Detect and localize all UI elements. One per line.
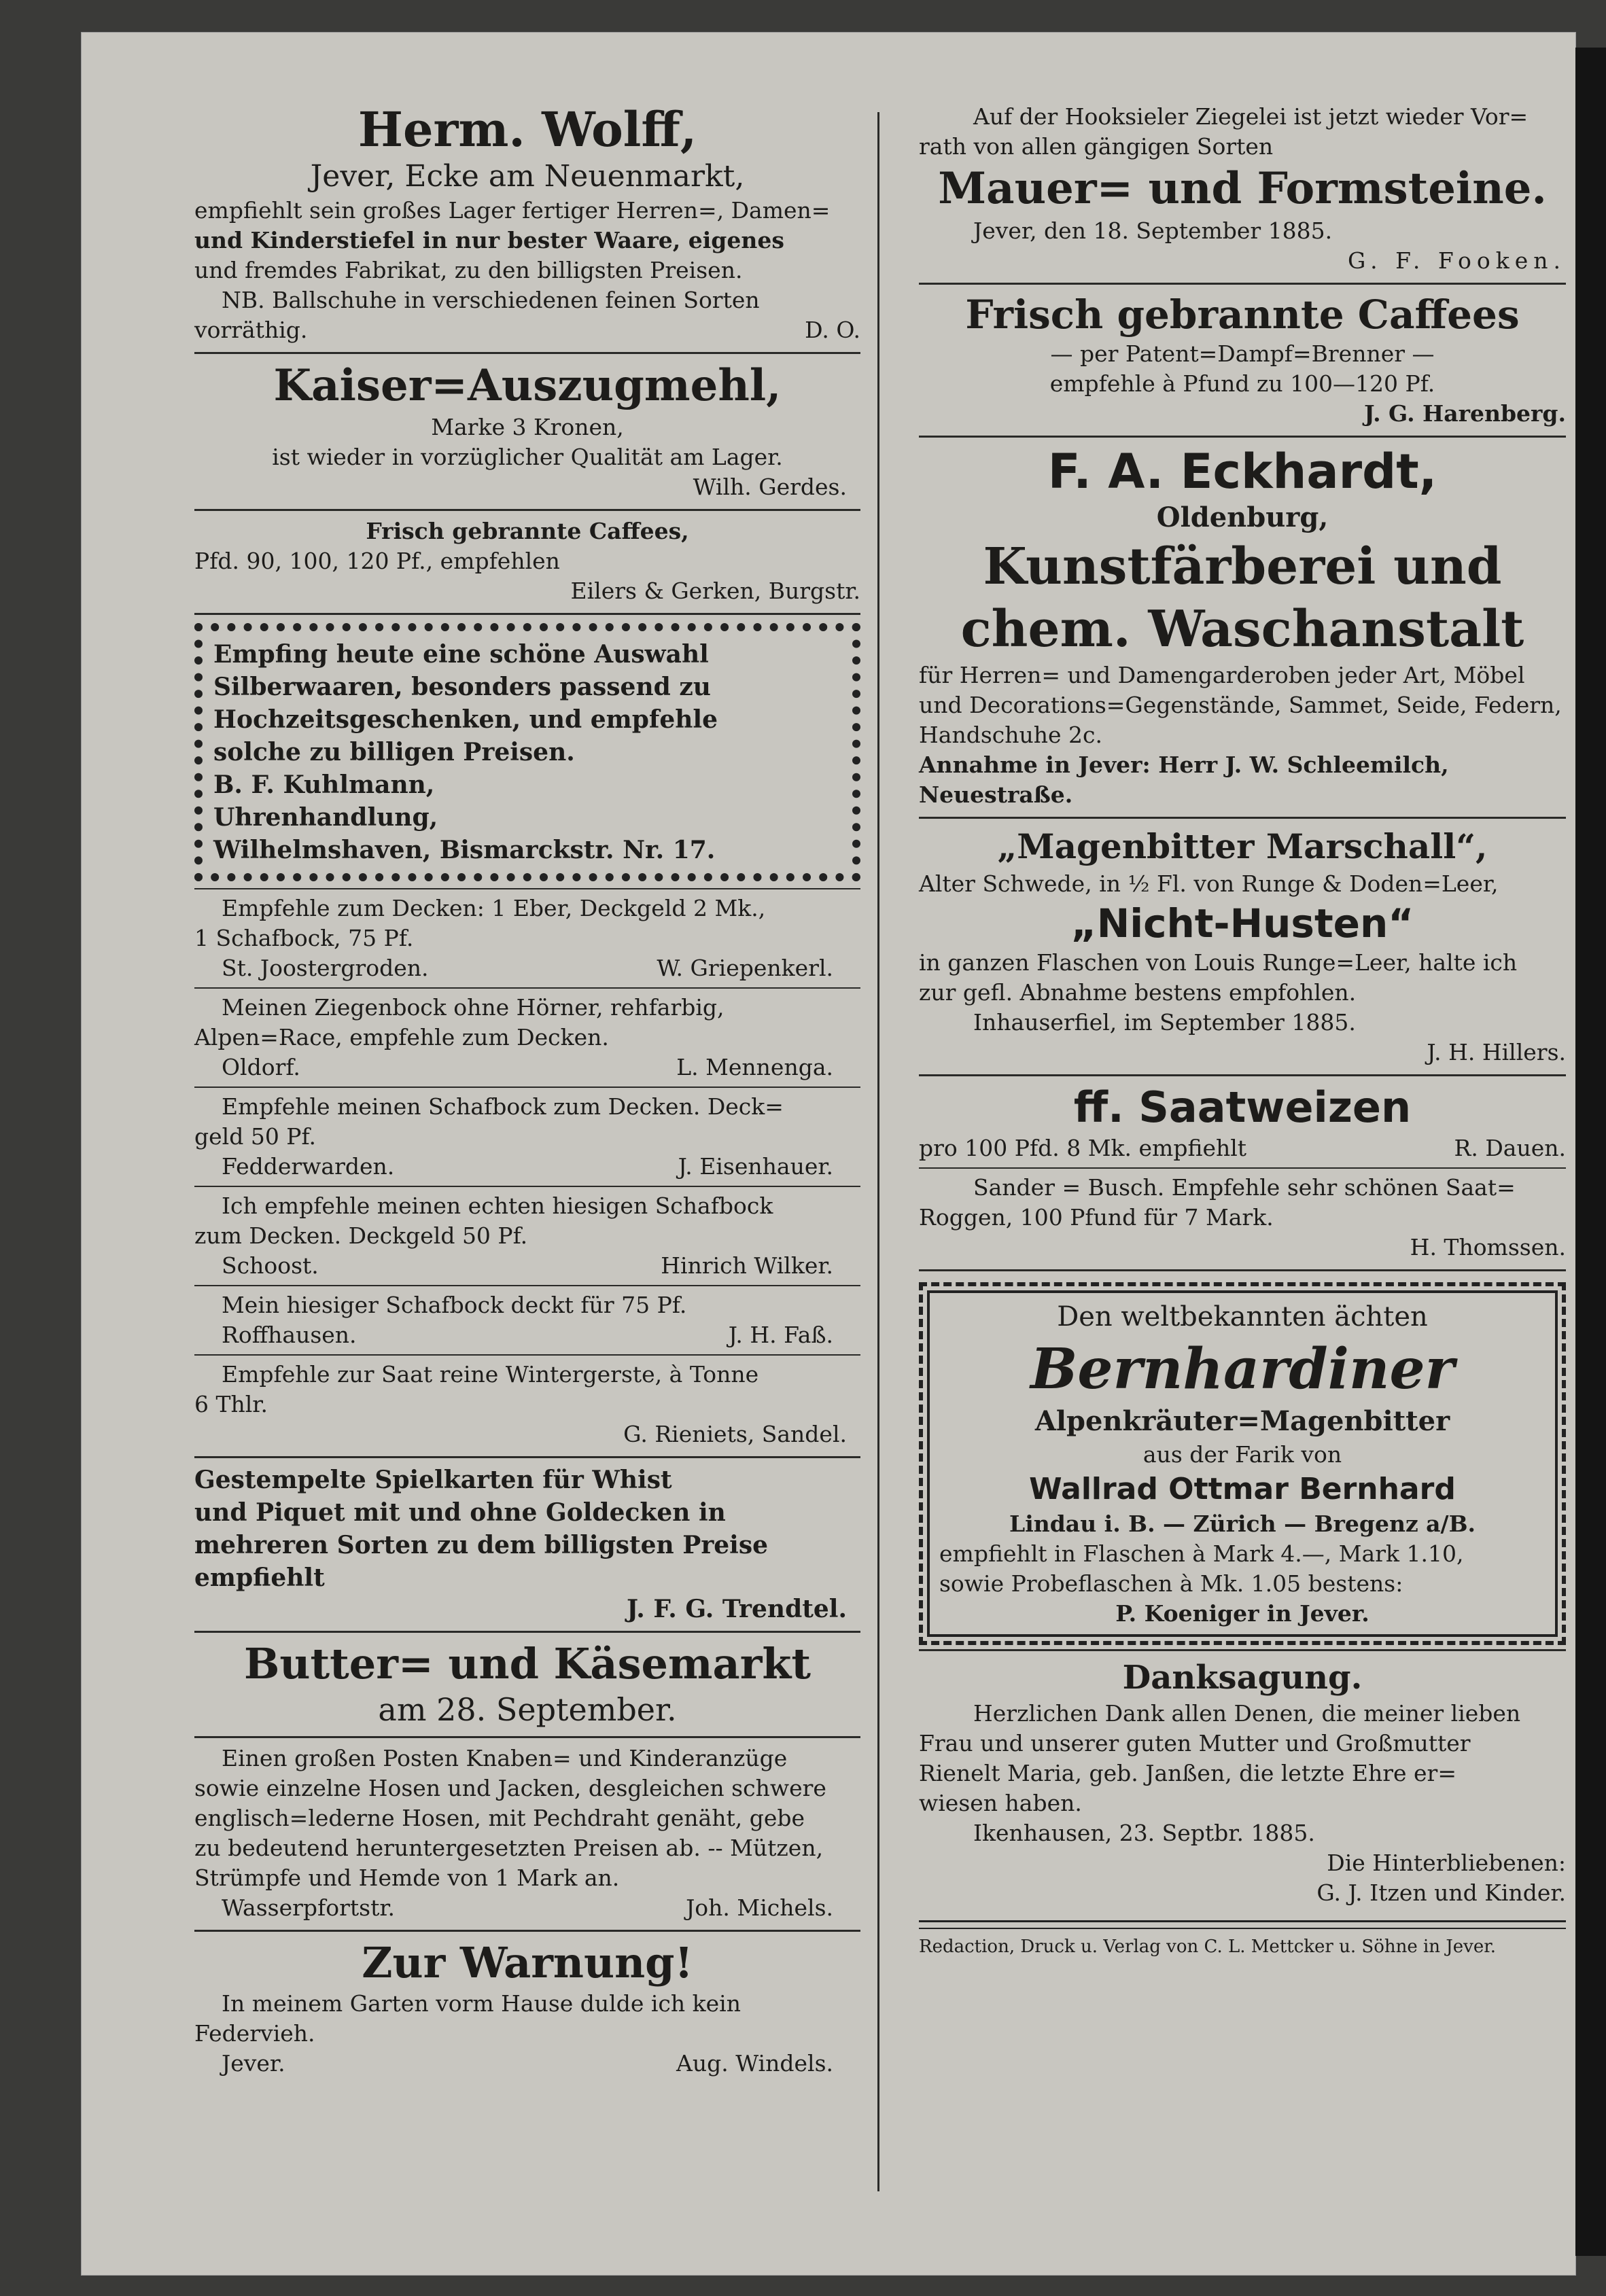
- ad-wilker-line: zum Decken. Deckgeld 50 Pf.: [194, 1222, 528, 1249]
- ad-hillers-line: zur gefl. Abnahme bestens empfohlen.: [919, 979, 1357, 1006]
- ad-wilker-signature: Hinrich Wilker.: [661, 1252, 833, 1279]
- divider: [919, 1649, 1566, 1651]
- ad-trendtel-line: empfiehlt: [194, 1564, 325, 1592]
- ad-fass-place: Roffhausen.: [222, 1322, 357, 1348]
- ad-hillers-line: Inhauserfiel, im September 1885.: [973, 1009, 1356, 1036]
- ad-bernhardiner-maker: Wallrad Ottmar Bernhard: [1029, 1472, 1456, 1506]
- ad-wolff-nb: NB. Ballschuhe in verschiedenen feinen Sorten: [222, 287, 760, 313]
- right-column: [919, 102, 1566, 1959]
- ad-kuhlmann-line: Empfing heute eine schöne Auswahl: [213, 640, 709, 669]
- ad-harenberg-title: Frisch gebrannte Caffees: [965, 292, 1520, 338]
- ad-kuhlmann-name: B. F. Kuhlmann,: [213, 771, 435, 799]
- ad-caffees-title: Frisch gebrannte Caffees,: [366, 518, 689, 544]
- ad-warnung-signature: Aug. Windels.: [676, 2050, 833, 2077]
- ad-fass-line: Mein hiesiger Schafbock deckt für 75 Pf.: [222, 1292, 687, 1318]
- ad-harenberg-line: empfehle à Pfund zu 100—120 Pf.: [1049, 370, 1435, 397]
- ad-butter-title: Butter= und Käsemarkt: [244, 1639, 811, 1689]
- ad-warnung-line: In meinem Garten vorm Hause dulde ich kein: [222, 1990, 741, 2017]
- ad-harenberg-line: — per Patent=Dampf=Brenner —: [1050, 340, 1435, 367]
- ad-bernhardiner-subtitle: Alpenkräuter=Magenbitter: [1034, 1405, 1450, 1437]
- ad-danksagung-line: wiesen haben.: [919, 1790, 1082, 1816]
- ad-fass: [194, 1290, 860, 1350]
- ad-wolff-line: empfiehlt sein großes Lager fertiger Herren=, Damen=: [194, 197, 831, 224]
- ad-caffees: [194, 516, 860, 606]
- ad-eckhardt-line: Handschuhe 2c.: [919, 722, 1102, 748]
- ad-thomssen-line: Sander = Busch. Empfehle sehr schönen Saat=: [973, 1174, 1516, 1201]
- ad-eisenhauer-place: Fedderwarden.: [222, 1153, 395, 1180]
- ad-mennenga-place: Oldorf.: [222, 1054, 300, 1080]
- imprint-footer: Redaction, Druck u. Verlag von C. L. Mettcker u. Söhne in Jever.: [919, 1937, 1497, 1957]
- ad-danksagung-date: Ikenhausen, 23. Septbr. 1885.: [973, 1820, 1315, 1846]
- ad-michels-line: englisch=lederne Hosen, mit Pechdraht genäht, gebe: [194, 1805, 805, 1831]
- ad-rieniets: [194, 1360, 860, 1449]
- ad-bernhardiner-line: sowie Probeflaschen à Mk. 1.05 bestens:: [939, 1570, 1403, 1597]
- ad-warnung-title: Zur Warnung!: [362, 1938, 693, 1988]
- ad-butter-date: am 28. September.: [378, 1691, 677, 1728]
- ad-hillers-line: Alter Schwede, in ½ Fl. von Runge & Doden=Leer,: [919, 870, 1499, 897]
- ad-wolff-subtitle: Jever, Ecke am Neuenmarkt,: [310, 159, 745, 194]
- ad-eisenhauer: [194, 1092, 860, 1182]
- ad-trendtel-line: Gestempelte Spielkarten für Whist: [194, 1466, 672, 1494]
- ad-griepenkerl-signature: W. Griepenkerl.: [657, 955, 833, 981]
- ad-dauen-signature: R. Dauen.: [1454, 1135, 1566, 1161]
- ad-fooken-title: Mauer= und Formsteine.: [938, 163, 1547, 214]
- ad-harenberg-signature: J. G. Harenberg.: [1364, 400, 1566, 427]
- divider: [194, 1456, 860, 1458]
- ad-hillers-signature: J. H. Hillers.: [1427, 1039, 1566, 1065]
- ad-michels-line: Strümpfe und Hemde von 1 Mark an.: [194, 1865, 620, 1891]
- ad-danksagung-line: Die Hinterbliebenen:: [1327, 1850, 1566, 1876]
- ad-wilker-line: Ich empfehle meinen echten hiesigen Schafbock: [222, 1193, 773, 1219]
- page-edge-shadow: [1575, 48, 1606, 2256]
- ad-wilker: [194, 1191, 860, 1281]
- ad-bernhardiner-line: Den weltbekannten ächten: [1057, 1301, 1428, 1332]
- ad-kaiser-signature: Wilh. Gerdes.: [693, 474, 847, 500]
- ad-eisenhauer-line: geld 50 Pf.: [194, 1123, 317, 1150]
- ad-butter: [194, 1638, 860, 1729]
- ad-kaiser: [194, 359, 860, 502]
- ad-wolff-line: und fremdes Fabrikat, zu den billigsten Preisen.: [194, 257, 743, 283]
- ad-caffees-signature: Eilers & Gerken, Burgstr.: [570, 578, 860, 604]
- divider: [194, 1631, 860, 1633]
- ad-fass-signature: J. H. Faß.: [728, 1322, 833, 1348]
- ad-fooken-line: Auf der Hooksieler Ziegelei ist jetzt wieder Vor=: [973, 103, 1529, 130]
- ad-fooken-date: Jever, den 18. September 1885.: [973, 217, 1333, 244]
- ad-kuhlmann-line: Silberwaaren, besonders passend zu: [213, 673, 711, 701]
- ad-fooken-line: rath von allen gängigen Sorten: [919, 133, 1274, 160]
- ad-danksagung-line: Frau und unserer guten Mutter und Großmutter: [919, 1730, 1471, 1756]
- ad-thomssen-line: Roggen, 100 Pfund für 7 Mark.: [919, 1204, 1274, 1231]
- ad-eckhardt-line: Annahme in Jever: Herr J. W. Schleemilch,: [919, 752, 1449, 778]
- divider: [194, 1186, 860, 1187]
- ad-trendtel: [194, 1464, 860, 1624]
- ad-danksagung-line: Rienelt Maria, geb. Janßen, die letzte Ehre er=: [919, 1760, 1456, 1786]
- ad-danksagung-line: Herzlichen Dank allen Denen, die meiner lieben: [973, 1700, 1521, 1727]
- divider: [919, 1167, 1566, 1169]
- ad-michels-signature: Joh. Michels.: [686, 1894, 833, 1921]
- ad-bernhardiner-line: Lindau i. B. — Zürich — Bregenz a/B.: [1009, 1511, 1476, 1537]
- ad-trendtel-line: mehreren Sorten zu dem billigsten Preise: [194, 1531, 769, 1559]
- ad-kuhlmann-shop: Uhrenhandlung,: [213, 803, 438, 832]
- ad-eckhardt-line: und Decorations=Gegenstände, Sammet, Seide, Federn,: [919, 692, 1562, 718]
- ad-danksagung: [919, 1657, 1566, 1908]
- ad-kuhlmann-line: Hochzeitsgeschenken, und empfehle: [213, 705, 718, 734]
- divider: [194, 1930, 860, 1932]
- divider: [919, 436, 1566, 438]
- ad-eckhardt-line: für Herren= und Damengarderoben jeder Art, Möbel: [919, 662, 1525, 688]
- ad-hillers-title: „Magenbitter Marschall“,: [997, 826, 1488, 866]
- ad-eckhardt-line: Neuestraße.: [919, 781, 1073, 808]
- ad-dauen-title: ff. Saatweizen: [1073, 1082, 1412, 1132]
- ad-caffees-line: Pfd. 90, 100, 120 Pf., empfehlen: [194, 548, 560, 574]
- ad-kaiser-line: Marke 3 Kronen,: [431, 414, 624, 440]
- divider: [194, 1736, 860, 1738]
- ad-hillers: [919, 824, 1566, 1067]
- divider: [194, 888, 860, 889]
- ad-kuhlmann: [194, 623, 860, 881]
- ad-thomssen-signature: H. Thomssen.: [1410, 1234, 1566, 1260]
- ad-danksagung-signature: G. J. Itzen und Kinder.: [1316, 1879, 1566, 1906]
- ad-kaiser-title: Kaiser=Auszugmehl,: [273, 360, 782, 411]
- ad-hillers-line: in ganzen Flaschen von Louis Runge=Leer, halte ich: [919, 949, 1518, 976]
- divider: [919, 817, 1566, 819]
- divider: [194, 1087, 860, 1088]
- ad-kuhlmann-line: solche zu billigen Preisen.: [213, 738, 575, 766]
- ad-griepenkerl: [194, 894, 860, 983]
- ad-rieniets-line: 6 Thlr.: [194, 1391, 268, 1417]
- ad-mennenga-line: Meinen Ziegenbock ohne Hörner, rehfarbig,: [222, 994, 725, 1021]
- left-column: [194, 102, 860, 2079]
- ad-danksagung-title: Danksagung.: [1122, 1659, 1363, 1697]
- ad-kuhlmann-address: Wilhelmshaven, Bismarckstr. Nr. 17.: [213, 836, 716, 864]
- ad-bernhardiner-line: aus der Farik von: [1142, 1441, 1342, 1468]
- ad-hillers-title2: „Nicht-Husten“: [1070, 900, 1414, 947]
- column-divider: [877, 112, 879, 2191]
- ad-eckhardt: [919, 443, 1566, 810]
- ad-wolff-signature: D. O.: [805, 317, 860, 343]
- ad-harenberg: [919, 290, 1566, 429]
- ad-michels-place: Wasserpfortstr.: [222, 1894, 395, 1921]
- ad-bernhardiner-signature: P. Koeniger in Jever.: [1115, 1600, 1369, 1627]
- ad-wolff-title: Herm. Wolff,: [357, 101, 697, 158]
- ad-fooken: [919, 102, 1566, 276]
- ad-bernhardiner-line: empfiehlt in Flaschen à Mark 4.—, Mark 1.10,: [939, 1540, 1464, 1567]
- ad-warnung-line: Federvieh.: [194, 2020, 315, 2047]
- divider: [194, 352, 860, 354]
- ad-eckhardt-headline: Kunstfärberei und: [983, 537, 1502, 596]
- divider: [194, 987, 860, 989]
- ad-michels-line: zu bedeutend heruntergesetzten Preisen ab. -- Mützen,: [194, 1835, 824, 1861]
- ad-eisenhauer-line: Empfehle meinen Schafbock zum Decken. Deck=: [222, 1093, 784, 1120]
- ad-bernhardiner-title: Bernhardiner: [1030, 1337, 1454, 1402]
- ad-bernhardiner: [927, 1290, 1558, 1637]
- ad-wolff-line: und Kinderstiefel in nur bester Waare, eigenes: [194, 227, 784, 253]
- ad-griepenkerl-line: 1 Schafbock, 75 Pf.: [194, 925, 414, 951]
- ad-rieniets-line: Empfehle zur Saat reine Wintergerste, à Tonne: [222, 1361, 759, 1388]
- ad-mennenga-signature: L. Mennenga.: [676, 1054, 833, 1080]
- ad-warnung-place: Jever.: [222, 2050, 285, 2077]
- ad-eisenhauer-signature: J. Eisenhauer.: [678, 1153, 833, 1180]
- ad-griepenkerl-line: Empfehle zum Decken: 1 Eber, Deckgeld 2 Mk.,: [222, 895, 766, 921]
- divider: [919, 1074, 1566, 1076]
- ad-dauen: [919, 1082, 1566, 1163]
- ad-thomssen: [919, 1173, 1566, 1262]
- ad-wolff: [194, 102, 860, 345]
- ad-eckhardt-headline: chem. Waschanstalt: [960, 600, 1524, 658]
- ad-wilker-place: Schoost.: [222, 1252, 319, 1279]
- divider: [194, 1285, 860, 1286]
- ad-eckhardt-city: Oldenburg,: [1156, 501, 1329, 533]
- ad-warnung: [194, 1937, 860, 2079]
- ad-fooken-signature: G. F. Fooken.: [1348, 247, 1566, 274]
- ad-trendtel-signature: J. F. G. Trendtel.: [627, 1595, 847, 1623]
- ad-rieniets-signature: G. Rieniets, Sandel.: [623, 1421, 847, 1447]
- ad-kaiser-line: ist wieder in vorzüglicher Qualität am Lager.: [272, 444, 783, 470]
- ad-eckhardt-title: F. A. Eckhardt,: [1047, 444, 1437, 499]
- ad-michels-line: Einen großen Posten Knaben= und Kinderanzüge: [222, 1745, 788, 1771]
- ad-michels-line: sowie einzelne Hosen und Jacken, desgleichen schwere: [194, 1775, 826, 1801]
- ad-griepenkerl-place: St. Joostergroden.: [222, 955, 429, 981]
- divider: [194, 1354, 860, 1356]
- ad-trendtel-line: und Piquet mit und ohne Goldecken in: [194, 1498, 726, 1527]
- divider: [194, 509, 860, 511]
- divider: [194, 613, 860, 615]
- footer-rule: [919, 1920, 1566, 1929]
- ad-wolff-nb2: vorräthig.: [194, 317, 308, 343]
- ad-dauen-line: pro 100 Pfd. 8 Mk. empfiehlt: [919, 1135, 1247, 1161]
- ad-michels: [194, 1744, 860, 1923]
- ad-mennenga: [194, 993, 860, 1082]
- divider: [919, 1269, 1566, 1271]
- ad-mennenga-line: Alpen=Race, empfehle zum Decken.: [194, 1024, 609, 1050]
- divider: [919, 283, 1566, 285]
